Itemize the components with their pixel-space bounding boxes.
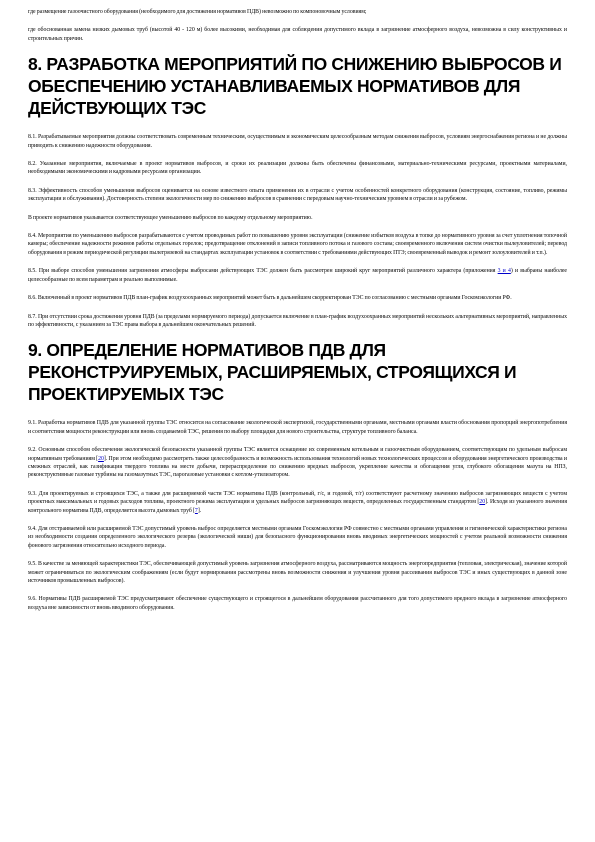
reference-20-link[interactable]: 20 <box>98 455 104 462</box>
section-9-paragraph-4: 9.4. Для отстраиваемой или расширяемой ТЭС допустимый уровень выброс определяется местными органами Госкомэкологии РФ совместно с местными органами управления и гигиенической характеристики региона из необходимости создания определенного экологического резерва (экологической ниши) для безопасного функционирования вновь вводимых энергетических мощностей с учетом реальной возможности снижения фонового загрязнения относительно исходного периода. <box>28 525 567 549</box>
section-9-paragraph-2 <box>28 446 567 480</box>
section-8-paragraph-4: В проекте нормативов указывается соответствующее уменьшению выбросов по каждому отдельному мероприятию. <box>28 214 313 221</box>
section-9-paragraph-1: 9.1. Разработка нормативов ПДВ для указанной группы ТЭС относится на согласование экологической экспертизой, государственными органами, местными органами власти обоснования пропорций энергопотребления и соответствия мощности реконструкции или вновь создаваемой ТЭС, решения по выбору площадки для нового строительства, структуре топливного баланса. <box>28 420 567 435</box>
section-9-paragraph-6: 9.6. Нормативы ПДВ расширяемой ТЭС предусматривают обеспечение существующего и строящегося в дальнейшем оборудования рассчитанного для того допустимого вредного вклада в загрязнение атмосферного воздуха вне зависимости от вновь вводимого оборудования. <box>28 596 567 611</box>
section-9-paragraph-3-text-a: 9.3. Для проектируемых и строящихся ТЭС, а также для расширяемой части ТЭС нормативы ПДВ (контрольный, г/с, и годовой, т/г) соответствуют расчетному значению выбросов загрязняющих веществ с учетом проектных максимальных и годовых расходов топлива, проектного режима эксплуатации и удельных выбросов загрязняющих веществ, определенных государственным стандартом [ <box>28 490 567 506</box>
section-8-paragraph-6-text-b: ) и выбраны наиболее целесообразные по всем параметрам и реально выполнимые. <box>28 268 568 283</box>
reference-20-link-2[interactable]: 20 <box>479 499 486 506</box>
section-8-paragraph-1: 8.1. Разрабатываемые мероприятия должны соответствовать современным техническим, осуществимым и экономическим целесообразным методам снижения выбросов, условиям энергоснабжения региона и не должны приводить к снижению надежности оборудования. <box>28 134 567 149</box>
section-8-paragraph-5: 8.4. Мероприятия по уменьшению выбросов разрабатываются с учетом проводимых работ по повышению уровня эксплуатации (снижение избытков воздуха в топке до нормативного уровня за счет уплотнения топочной камеры; обеспечение надежности режимов работы отдельных горелок; предотвращение отклонений в записи топливного потока и газового состава; своевременного включения систем очистки пылеуловителей; перевод оборудования в режим периодической регуляции пылегрязевой на стандартах эксплуатации установок в соответствии с требованиями действующих ПТЭ; своевременный выводок и ремонт золоуловителей и т.п.). <box>28 233 567 256</box>
section-9-paragraph-2-text-b: ]. При этом необходимо рассмотреть также целесообразность и возможность использования технологий новых технологических процессов и оборудования энергетического производства и смежных отраслей, как газификация твердого топлива на месте добычи, перераспределение по снижению вредных выбросов, укрепление качества и обогащения угля, глубокого обогащения мазута на НПЗ, реконструктивные газовые турбины на газомазутных ТЭС, парогазовые установки с котлом-утилизатором. <box>28 455 567 479</box>
section-9-paragraph-3 <box>28 490 567 515</box>
section-8-paragraph-8: 8.7. При отсутствии срока достижения уровня ПДВ (за пределами нормируемого периода) допускается включение в план-график воздухоохранных мероприятий нескольких альтернативных мероприятий, направленных по эффективности, с указанием за ТЭС права выбора в дальнейшем окончательных решений. <box>28 313 567 328</box>
section-9-paragraph-3-text-b: ]. Исходя из указанного значения контрольного норматива ПДВ, определяется высота дымовых труб [ <box>28 499 567 514</box>
intro-paragraph-2: где обоснованная замена низких дымовых труб (высотой 40 - 120 м) более высокими, необходимая для соблюдения допустимого вклада в загрязнение атмосферного воздуха, невозможна в силу конструктивных и строительных причин. <box>28 27 567 42</box>
reference-7-link[interactable]: 7 <box>194 507 198 514</box>
section-8-paragraph-2: 8.2. Указанные мероприятия, включаемые в проект нормативов выбросов, и сроки их реализации должны быть обеспечены финансовыми, материально-техническими ресурсами, проектными материалами, необходимыми экономическими и кадровыми ресурсами организации. <box>28 161 567 176</box>
section-9-heading: 9. ОПРЕДЕЛЕНИЕ НОРМАТИВОВ ПДВ ДЛЯ РЕКОНСТРУИРУЕМЫХ, РАСШИРЯЕМЫХ, СТРОЯЩИХСЯ И ПРОЕКТИРУЕМЫХ ТЭС <box>28 340 517 405</box>
appendix-3-4-link[interactable]: 3 и 4 <box>497 268 511 275</box>
section-8-paragraph-6-text-a: 8.5. При выборе способов уменьшения загрязнения атмосферы выбросами действующих ТЭС должен быть рассмотрен широкий круг мероприятий различного характера (приложения <box>28 268 498 275</box>
section-8-heading: 8. РАЗРАБОТКА МЕРОПРИЯТИЙ ПО СНИЖЕНИЮ ВЫБРОСОВ И ОБЕСПЕЧЕНИЮ УСТАНАВЛИВАЕМЫХ НОРМАТИВОВ ДЛЯ ДЕЙСТВУЮЩИХ ТЭС <box>28 54 562 119</box>
section-8-paragraph-6 <box>28 267 567 284</box>
intro-paragraph-1: где размещение газоочистного оборудования (необходимого для достижения нормативов ПДВ) невозможно по компоновочным условиям; <box>28 9 367 15</box>
section-8-paragraph-7: 8.6. Включенный в проект нормативов ПДВ план-график воздухоохранных мероприятий может быть в дальнейшем скорректирован ТЭС по согласованию с местными органами Госкомэкологии РФ. <box>28 295 512 302</box>
section-9-paragraph-2-text-a: 9.2. Основным способом обеспечения экологической безопасности указанной группы ТЭС является оснащение их современным котельным и газоочистным оборудованием, соответствующим по удельным выбросам нормативным требованиям [ <box>28 447 567 462</box>
section-9-paragraph-5: 9.5. В качестве за меняющей характеристики ТЭС, обеспечивающей допустимый уровень загрязнения атмосферного воздуха, рассматриваются мощность энергопредприятия (тепловая, электрическая), значение которой может ограничиваться по экологическим соображениям (если будут нормирования рассмотрены вновь возможности снижения и улучшения уровня рассеивания выбросов ТЭС и иных существующих в данной зоне источников промышленных выбросов). <box>28 561 567 584</box>
section-9-paragraph-3-text-c: ]. <box>197 507 202 514</box>
section-8-paragraph-3: 8.3. Эффективность способов уменьшения выбросов оценивается на основе известного опыта применения их в отрасли с учетом особенностей конкретного оборудования (конструкция, состояние, топливо, режимы эксплуатации и обслуживания). Достоверность степени экологичности мер по снижению выбросов в сравнении с передовым научно-техническим уровнем в отрасли и за рубежом. <box>28 187 567 203</box>
